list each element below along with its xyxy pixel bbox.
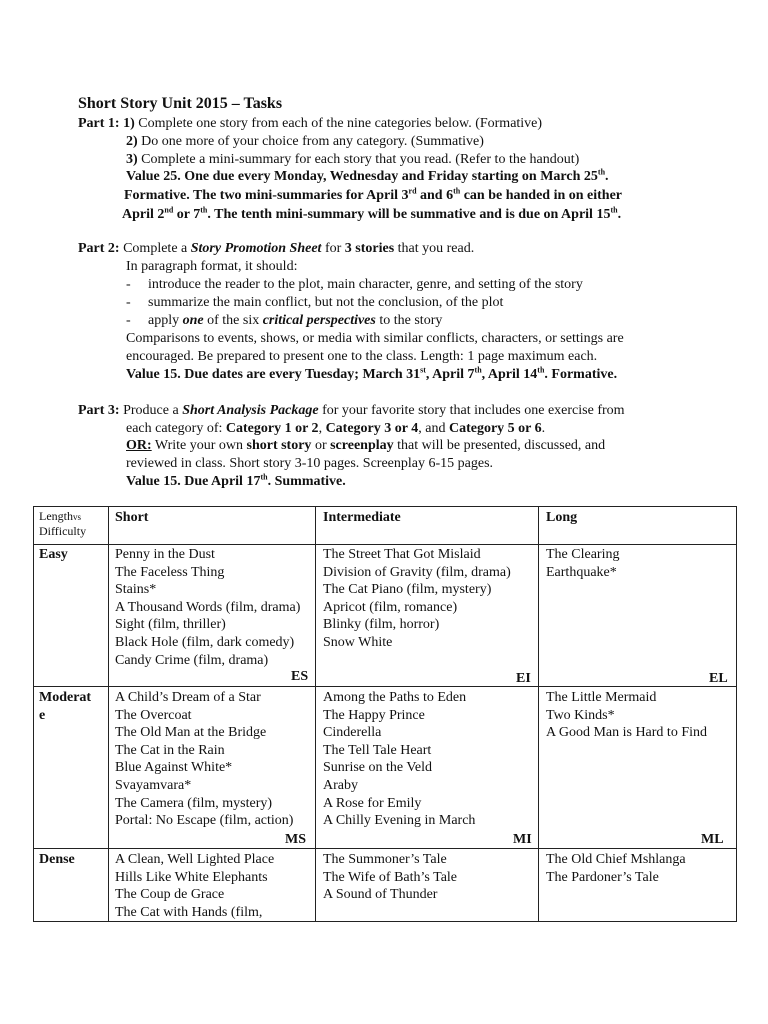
code-mi: MI [513, 832, 532, 847]
story-title: The Old Man at the Bridge [115, 725, 267, 741]
story-title: Portal: No Escape (film, action) [115, 813, 294, 829]
part2-value-3-sup: th [537, 365, 545, 375]
row-label-dense: Dense [39, 852, 75, 867]
story-title: A Clean, Well Lighted Place [115, 852, 275, 867]
bullet-text: apply [148, 313, 183, 328]
part1-item1-text: Complete one story from each of the nine categories below. (Formative) [134, 116, 543, 131]
story-title: The Summoner’s Tale [323, 852, 447, 867]
code-ei: EI [516, 671, 531, 686]
part3-short-story: short story [246, 438, 312, 453]
row-label-part: Moderat [39, 690, 92, 705]
part3-text-a: Produce a [119, 403, 183, 418]
part2-value-1: Value 15. Due dates are every Tuesday; March 31 [126, 367, 421, 382]
table-row-divider [33, 848, 737, 849]
cell-dense-short [115, 851, 274, 921]
bullet-dash: - [126, 313, 131, 328]
part2-line4: encouraged. Be prepared to present one to the class. Length: 1 page maximum each. [126, 349, 598, 364]
cell-dense-long [546, 851, 686, 886]
corner-length: Length [39, 509, 73, 523]
part2-bullet-3 [126, 312, 442, 330]
part3-text: Write your own [151, 438, 247, 453]
bullet-emph-critical-perspectives: critical perspectives [262, 313, 376, 328]
part2-value-3: , April 14 [481, 367, 538, 382]
part1-value-a: Value 25. One due every Monday, Wednesday and Friday starting on March 25 [126, 169, 598, 184]
part1-value-c3: . The tenth mini-summary will be summative and is due on April 15 [207, 207, 611, 222]
header-intermediate: Intermediate [323, 510, 401, 525]
bullet-dash: - [126, 295, 131, 310]
table-row-divider [33, 686, 737, 687]
story-title: Hills Like White Elephants [115, 869, 268, 885]
part2-story-promotion-sheet: Story Promotion Sheet [190, 241, 322, 256]
table-corner-header [39, 509, 86, 538]
part1-value-a-sup: th [597, 167, 606, 177]
story-title: A Thousand Words (film, drama) [115, 599, 301, 615]
part1-value-c2-sup: th [200, 205, 208, 215]
part2-bullet-2 [126, 294, 503, 312]
part2-value-2-sup: th [474, 365, 482, 375]
story-title: Araby [323, 777, 358, 793]
story-title: Sight (film, thriller) [115, 617, 226, 633]
header-long: Long [546, 510, 578, 525]
part1-item3-num: 3) [126, 152, 138, 167]
part3-category-5-6: Category 5 or 6 [448, 421, 542, 436]
code-ml: ML [701, 832, 724, 847]
bullet-text: of the six [203, 313, 263, 328]
part1-value-c4: . [617, 207, 622, 222]
part3-value-1: Value 15. Due April 17 [126, 474, 261, 489]
story-title: The Cat with Hands (film, [115, 904, 263, 920]
part1-value-b2-sup: th [453, 186, 461, 196]
part3-short-analysis-package: Short Analysis Package [182, 403, 319, 418]
part2-label: Part 2: [78, 241, 120, 256]
story-title: Apricot (film, romance) [323, 599, 458, 615]
part3-text-c: for your favorite story that includes one exercise from [318, 403, 625, 418]
part1-value-c1-sup: nd [164, 205, 174, 215]
story-title: A Rose for Emily [323, 795, 422, 811]
part2-value-line [126, 366, 617, 384]
story-title: Candy Crime (film, drama) [115, 652, 269, 668]
cell-moderate-short [115, 689, 293, 830]
table-col-divider [538, 506, 539, 922]
part2-line1 [78, 240, 474, 258]
story-title: The Faceless Thing [115, 564, 225, 580]
table-border-right [736, 506, 737, 922]
part3-text: that will be presented, discussed, and [393, 438, 606, 453]
story-title: The Pardoner’s Tale [546, 869, 659, 885]
row-label-part: e [39, 707, 46, 723]
code-es: ES [291, 669, 309, 684]
part1-value-b2: and 6 [416, 188, 454, 203]
part1-item2-text: Do one more of your choice from any category. (Summative) [137, 134, 484, 149]
part1-value-line1 [126, 168, 609, 186]
story-title: The Street That Got Mislaid [323, 547, 481, 562]
part2-bullet-1 [126, 276, 583, 294]
part3-line1 [78, 402, 625, 420]
story-title: The Tell Tale Heart [323, 742, 432, 758]
part3-text: . [541, 421, 546, 436]
part1-value-b1-sup: rd [408, 186, 417, 196]
story-title: The Camera (film, mystery) [115, 795, 273, 811]
part3-line2 [126, 420, 545, 438]
bullet-text: introduce the reader to the plot, main character, genre, and setting of the story [148, 277, 583, 292]
part3-category-1-2: Category 1 or 2 [225, 421, 319, 436]
story-title: The Cat Piano (film, mystery) [323, 582, 492, 598]
story-title: A Good Man is Hard to Find [546, 725, 707, 741]
part1-item3-text: Complete a mini-summary for each story that you read. (Refer to the handout) [137, 152, 580, 167]
part3-line3 [126, 437, 605, 455]
bullet-emph-one: one [182, 313, 204, 328]
part2-text-c: for [321, 241, 345, 256]
story-title: The Clearing [546, 547, 620, 562]
table-border-top [33, 506, 737, 507]
cell-easy-long [546, 546, 619, 581]
corner-vs: vs [73, 512, 82, 522]
story-title: Stains* [115, 582, 157, 598]
story-title: Blinky (film, horror) [323, 617, 440, 633]
part1-item2-num: 2) [126, 134, 138, 149]
part2-value-4: . Formative. [544, 367, 618, 382]
part1-line3 [126, 151, 579, 169]
part1-value-line3 [122, 206, 621, 224]
story-title: The Coup de Grace [115, 887, 225, 903]
story-title: The Wife of Bath’s Tale [323, 869, 458, 885]
part1-value-b3: can be handed in on either [460, 188, 623, 203]
bullet-text: to the story [375, 313, 443, 328]
part1-value-a-end: . [605, 169, 609, 184]
story-title: A Child’s Dream of a Star [115, 690, 261, 705]
header-short: Short [115, 510, 149, 525]
story-title: A Chilly Evening in March [323, 813, 476, 829]
code-ms: MS [285, 832, 306, 847]
story-title: Cinderella [323, 725, 382, 741]
part1-value-line2 [124, 187, 622, 205]
story-title: Blue Against White* [115, 760, 233, 776]
part3-category-3-4: Category 3 or 4 [325, 421, 419, 436]
table-col-divider [108, 506, 109, 922]
table-border-left [33, 506, 34, 922]
part3-value-2: . Summative. [267, 474, 346, 489]
part1-value-c3-sup: th [610, 205, 618, 215]
bullet-text: summarize the main conflict, but not the conclusion, of the plot [148, 295, 504, 310]
cell-moderate-long [546, 689, 707, 742]
story-title: Earthquake* [546, 564, 617, 580]
story-title: The Overcoat [115, 707, 192, 723]
part1-line1 [78, 115, 542, 133]
story-title: Black Hole (film, dark comedy) [115, 634, 295, 650]
story-title: Among the Paths to Eden [323, 690, 467, 705]
part3-text: each category of: [126, 421, 226, 436]
cell-moderate-intermediate [323, 689, 475, 830]
story-title: Svayamvara* [115, 777, 192, 793]
part1-value-b1: Formative. The two mini-summaries for April 3 [124, 188, 409, 203]
story-title: Penny in the Dust [115, 547, 215, 562]
story-title: Sunrise on the Veld [323, 760, 433, 776]
story-title: Snow White [323, 634, 393, 650]
part1-value-c2: or 7 [173, 207, 201, 222]
part2-three-stories: 3 stories [344, 241, 395, 256]
part2-line2: In paragraph format, it should: [126, 259, 298, 274]
part3-value-line [126, 473, 346, 491]
code-el: EL [709, 671, 728, 686]
row-label-easy: Easy [39, 547, 68, 562]
part3-screenplay: screenplay [330, 438, 394, 453]
cell-easy-short [115, 546, 300, 669]
part2-text-e: that you read. [394, 241, 475, 256]
row-label-moderate [39, 689, 91, 724]
cell-dense-intermediate [323, 851, 457, 904]
document-title: Short Story Unit 2015 – Tasks [78, 95, 283, 112]
story-category-table [33, 506, 737, 922]
story-title: The Little Mermaid [546, 690, 657, 705]
part3-label: Part 3: [78, 403, 120, 418]
part1-label: Part 1: [78, 116, 120, 131]
part2-line3: Comparisons to events, shows, or media with similar conflicts, characters, or settings are [126, 331, 624, 346]
table-col-divider [315, 506, 316, 922]
cell-easy-intermediate [323, 546, 511, 652]
bullet-dash: - [126, 277, 131, 292]
part1-line2 [126, 133, 484, 151]
part1-item1-num: 1) [123, 116, 135, 131]
part1-value-c1: April 2 [122, 207, 165, 222]
part2-value-2: , April 7 [425, 367, 475, 382]
story-title: The Happy Prince [323, 707, 425, 723]
table-row-divider [33, 544, 737, 545]
part3-value-1-sup: th [260, 472, 268, 482]
story-title: The Old Chief Mshlanga [546, 852, 686, 867]
story-title: A Sound of Thunder [323, 887, 438, 903]
part2-text-a: Complete a [119, 241, 191, 256]
part3-text: or [311, 438, 331, 453]
part2-value-1-sup: st [420, 365, 426, 375]
part3-text: , [318, 421, 326, 436]
part3-text: , and [418, 421, 449, 436]
story-title: Two Kinds* [546, 707, 615, 723]
part3-line4: reviewed in class. Short story 3-10 pages. Screenplay 6-15 pages. [126, 456, 494, 471]
part3-or: OR: [126, 438, 152, 453]
story-title: Division of Gravity (film, drama) [323, 564, 511, 580]
story-title: The Cat in the Rain [115, 742, 225, 758]
corner-difficulty: Difficulty [39, 524, 87, 538]
